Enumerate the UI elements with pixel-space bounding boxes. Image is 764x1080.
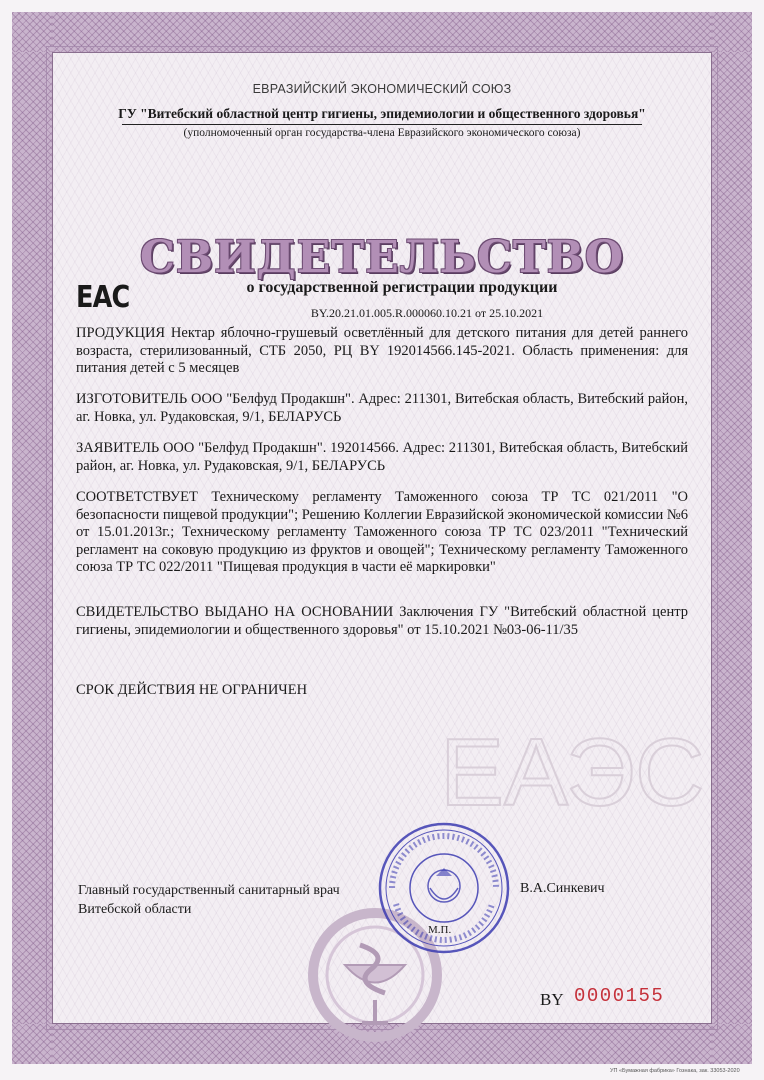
- signatory-position: [78, 881, 340, 919]
- signatory-position-line2: Витебской области: [78, 902, 192, 917]
- applicant-paragraph: ЗАЯВИТЕЛЬ ООО "Белфуд Продакшн". 192014566. Адрес: 211301, Витебская область, Витебский район, аг. Новка, ул. Рудаковская, 9/1, БЕЛАРУСЬ: [76, 440, 688, 474]
- manufacturer-paragraph: ИЗГОТОВИТЕЛЬ ООО "Белфуд Продакшн". Адрес: 211301, Витебская область, Витебский район, аг. Новка, ул. Рудаковская, 9/1, БЕЛАРУСЬ: [76, 391, 688, 425]
- signatory-position-line1: Главный государственный санитарный врач: [78, 883, 340, 898]
- product-paragraph: ПРОДУКЦИЯ Нектар яблочно-грушевый осветлённый для детского питания для детей раннего возраста, стерилизованный, СТБ 2050, РЦ BY 192014566.145-2021. Область применения: для питания детей с 5 месяцев: [76, 325, 688, 376]
- eac-mark-icon: EAC: [76, 280, 130, 315]
- registration-number: BY.20.21.01.005.R.000060.10.21 от 25.10.2021: [310, 306, 544, 320]
- conformity-paragraph: СООТВЕТСТВУЕТ Техническому регламенту Таможенного союза ТР ТС 021/2011 "О безопасности пищевой продукции"; Решению Коллегии Евразийской экономической комиссии №6 от 15.01.2013г.; Техническому регламенту Таможенного союза ТР ТС 023/2011 "Технический регламент на соковую продукцию из фруктов и овощей"; Техническому регламенту Таможенного союза ТР ТС 022/2011 "Пищевая продукция в части её маркировки": [76, 489, 688, 575]
- printer-imprint: УП «Бумажная фабрика» Гознака, зак. 33053-2020: [610, 1068, 740, 1074]
- organization-underline: [122, 124, 642, 125]
- watermark-text: ЕАЭС: [440, 719, 705, 826]
- serial-prefix: BY: [540, 990, 564, 1009]
- signatory-name: В.А.Синкевич: [520, 881, 605, 896]
- eaes-watermark: [440, 715, 705, 826]
- document-subtitle: о государственной регистрации продукции: [246, 279, 558, 296]
- document-title: СВИДЕТЕЛЬСТВО: [139, 232, 625, 283]
- organization-note: (уполномоченный орган государства-члена Евразийского экономического союза): [183, 127, 581, 139]
- union-header: ЕВРАЗИЙСКИЙ ЭКОНОМИЧЕСКИЙ СОЮЗ: [252, 82, 512, 96]
- serial-number: 0000155: [574, 985, 665, 1007]
- basis-paragraph: СВИДЕТЕЛЬСТВО ВЫДАНО НА ОСНОВАНИИ Заключения ГУ "Витебский областной центр гигиены, эпидемиологии и общественного здоровья" от 15.10.2021 №03-06-11/35: [76, 604, 688, 638]
- official-seal-icon: [374, 818, 514, 958]
- seal-place-label: М.П.: [428, 924, 452, 936]
- issuing-organization: ГУ "Витебский областной центр гигиены, эпидемиологии и общественного здоровья": [118, 106, 646, 121]
- validity-paragraph: СРОК ДЕЙСТВИЯ НЕ ОГРАНИЧЕН: [76, 682, 308, 698]
